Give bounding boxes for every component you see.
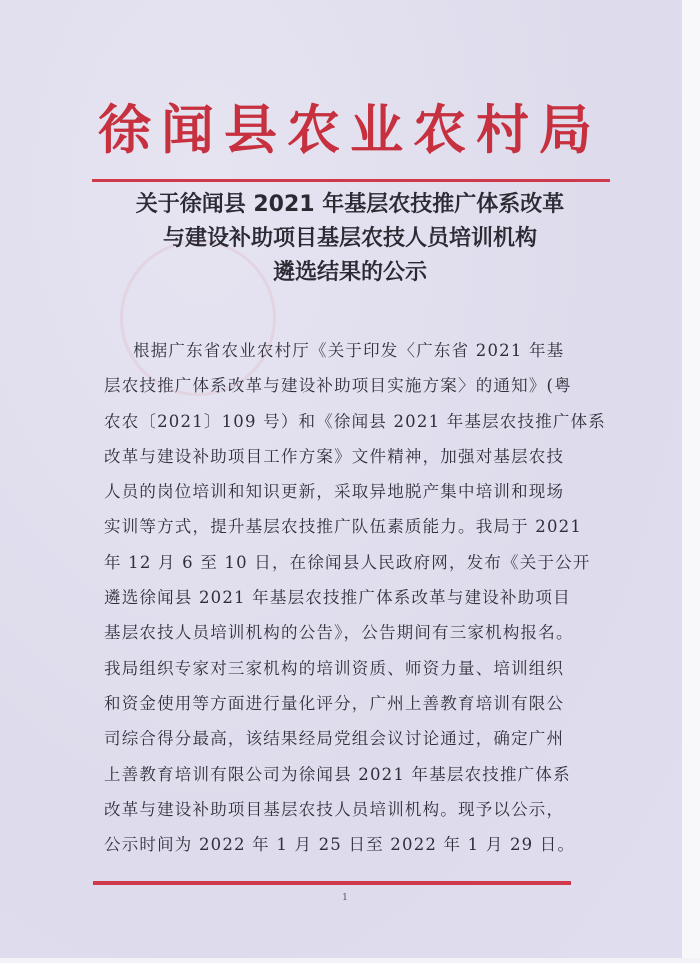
masthead-org-name: 徐闻县农业农村局: [98, 99, 602, 161]
title-line: 关于徐闻县 2021 年基层农技推广体系改革: [135, 192, 565, 217]
body-line: 司综合得分最高，该结果经局党组会议讨论通过，确定广州: [104, 729, 565, 749]
body-line: 基层农技人员培训机构的公告》，公告期间有三家机构报名。: [104, 623, 574, 643]
footer-red-rule: [93, 881, 571, 885]
body-line: 层农技推广体系改革与建设补助项目实施方案〉的通知》(粤: [104, 376, 572, 396]
body-line: 根据广东省农业农村厅《关于印发〈广东省 2021 年基: [133, 341, 565, 360]
document-body: [104, 333, 607, 862]
body-line: 年 12 月 6 至 10 日，在徐闻县人民政府网，发布《关于公开: [104, 552, 591, 572]
body-line: 农农〔2021〕109 号）和《徐闻县 2021 年基层农技推广体系: [104, 411, 607, 431]
body-line: 实训等方式，提升基层农技推广队伍素质能力。我局于 2021: [104, 517, 583, 537]
scan-margin-bottom: [0, 958, 700, 963]
scan-margin-right: [682, 0, 700, 963]
body-line: 我局组织专家对三家机构的培训资质、师资力量、培训组织: [104, 658, 565, 678]
body-line: 上善教育培训有限公司为徐闻县 2021 年基层农技推广体系: [104, 764, 571, 784]
body-line: 和资金使用等方面进行量化评分，广州上善教育培训有限公: [104, 693, 565, 713]
body-line: 改革与建设补助项目工作方案》文件精神，加强对基层农技: [104, 446, 565, 466]
body-line: 改革与建设补助项目基层农技人员培训机构。现予以公示，: [104, 799, 565, 819]
body-line: 人员的岗位培训和知识更新，采取异地脱产集中培训和现场: [104, 482, 565, 502]
masthead-red-rule: [92, 179, 610, 182]
title-line: 与建设补助项目基层农技人员培训机构: [162, 226, 537, 251]
title-line: 遴选结果的公示: [272, 260, 427, 285]
body-line: 公示时间为 2022 年 1 月 25 日至 2022 年 1 月 29 日。: [104, 835, 576, 855]
body-line: 遴选徐闻县 2021 年基层农技推广体系改革与建设补助项目: [104, 588, 571, 608]
document-title: [90, 188, 610, 290]
page-number: 1: [342, 893, 348, 903]
